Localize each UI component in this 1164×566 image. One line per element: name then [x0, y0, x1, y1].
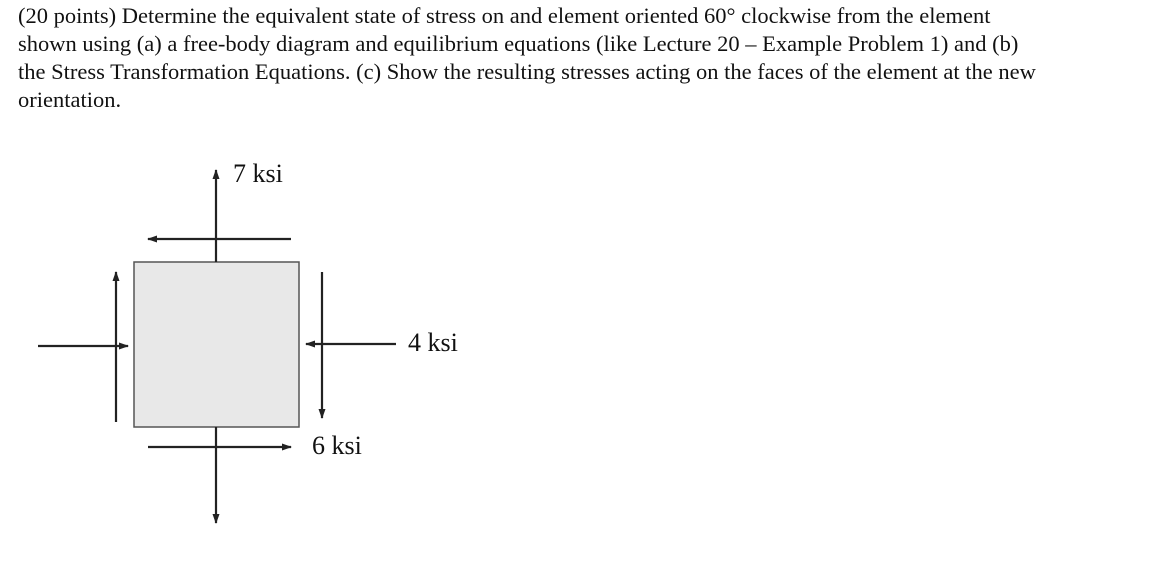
shear-stress-label: 6 ksi: [312, 431, 362, 460]
normal-stress-y-label: 7 ksi: [233, 159, 283, 188]
stress-element: [134, 262, 299, 427]
problem-line-2: shown using (a) a free-body diagram and equilibrium equations (like Lecture 20 – Example Problem 1) and (b): [18, 31, 1019, 56]
problem-line-4: orientation.: [18, 87, 122, 112]
normal-stress-x-label: 4 ksi: [408, 328, 458, 357]
problem-line-1: (20 points) Determine the equivalent state of stress on and element oriented 60° clockwise from the element: [18, 3, 991, 28]
problem-line-3: the Stress Transformation Equations. (c) Show the resulting stresses acting on the faces of the element at the new: [18, 59, 1036, 84]
